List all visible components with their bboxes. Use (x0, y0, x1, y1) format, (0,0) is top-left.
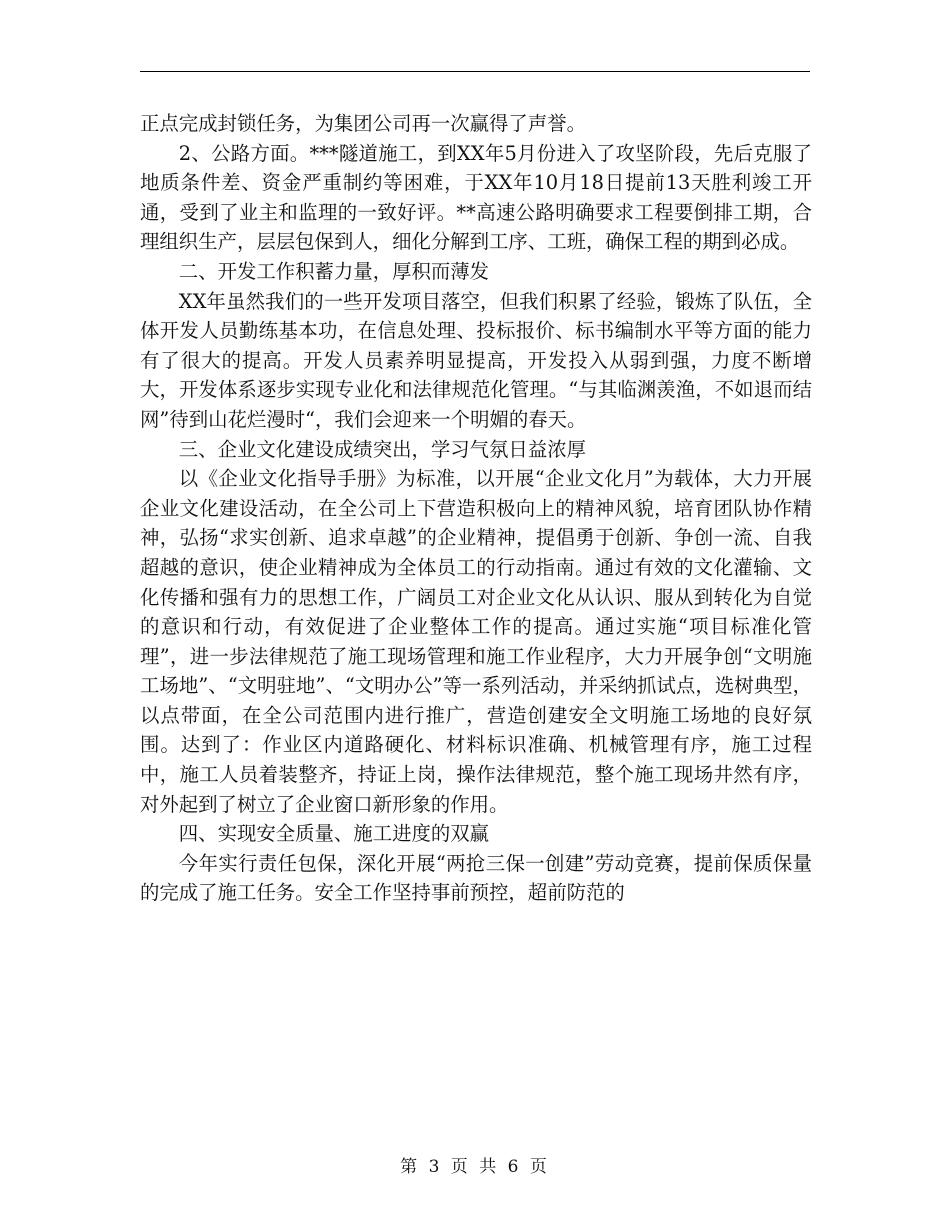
section-heading-3: 三、企业文化建设成绩突出，学习气氛日益浓厚 (178, 437, 586, 461)
section-heading-2: 二、开发工作积蓄力量，厚积而薄发 (178, 259, 490, 283)
paragraph-6: 以《企业文化指导手册》为标准，以开展“企业文化月”为载体，大力开展企业文化建设活动，在全公司上下营造积极向上的精神风貌，培育团队协作精神，弘扬“求实创新、追求卓越”的企业精神，提倡勇于创新、争创一流、自我超越的意识，使企业精神成为全体员工的行动指南。通过有效的文化灌输、文化传播和强有力的思想工作，广阔员工对企业文化从认识、服从到转化为自觉的意识和行动，有效促进了企业整体工作的提高。通过实施“项目标准化管理”，进一步法律规范了施工现场管理和施工作业程序，大力开展争创“文明施工场地”、“文明驻地”、“文明办公”等一系列活动，并采纳抓试点，选树典型，以点带面，在全公司范围内进行推广，营造创建安全文明施工场地的良好氛围。达到了：作业区内道路硬化、材料标识准确、机械管理有序，施工过程中，施工人员着装整齐，持证上岗，操作法律规范，整个施工现场井然有序，对外起到了树立了企业窗口新形象的作用。 (140, 467, 812, 816)
paragraph-8: 今年实行责任包保，深化开展“两抢三保一创建”劳动竞赛，提前保质保量的完成了施工任务。安全工作坚持事前预控，超前防范的 (140, 851, 812, 905)
paragraph-2: 2、公路方面。***隧道施工，到XX年5月份进入了攻坚阶段，先后克服了地质条件差、资金严重制约等困难，于XX年10月18日提前13天胜利竣工开通，受到了业主和监理的一致好评。**高速公路明确要求工程要倒排工期，合理组织生产，层层包保到人，细化分解到工序、工班，确保工程的期到必成。 (140, 141, 812, 254)
paragraph-1: 正点完成封锁任务，为集团公司再一次赢得了声誉。 (140, 112, 586, 135)
page-number-footer: 第 3 页 共 6 页 (400, 1157, 550, 1177)
header-rule (140, 71, 810, 72)
document-body (140, 109, 812, 908)
section-heading-4: 四、实现安全质量、施工进度的双赢 (178, 822, 490, 846)
paragraph-4: XX年虽然我们的一些开发项目落空，但我们积累了经验，锻炼了队伍，全体开发人员勤练基本功，在信息处理、投标报价、标书编制水平等方面的能力有了很大的提高。开发人员素养明显提高，开发投入从弱到强，力度不断增大，开发体系逐步实现专业化和法律规范化管理。“与其临渊羡渔，不如退而结网”待到山花烂漫时“，我们会迎来一个明媚的春天。 (140, 289, 812, 431)
